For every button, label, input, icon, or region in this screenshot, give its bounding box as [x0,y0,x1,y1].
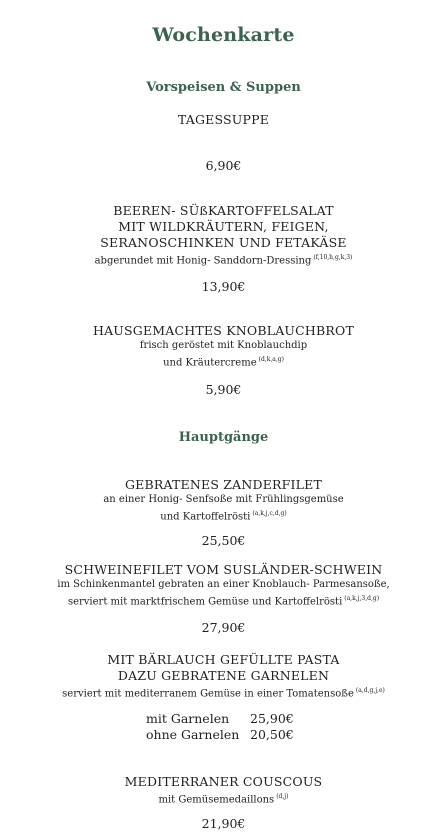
dish-price-zander: 25,50€ [201,533,246,548]
option-price-without-shrimp: 20,50€ [250,727,294,742]
allergen-codes-couscous: (d,j) [276,793,289,800]
option-price-with-shrimp: 25,90€ [250,711,294,726]
dish-desc-bread-line-1: frisch geröstet mit Knoblauchdip [139,340,308,351]
dish-name-soup: TAGESSUPPE [177,112,270,127]
dish-price-pork: 27,90€ [201,620,246,635]
dish-desc-pork-line-2 [0,592,447,609]
dish-desc-bread-text: und Kräutercreme [163,357,257,369]
option-label-without-shrimp: ohne Garnelen [146,727,240,742]
dish-price-salad: 13,90€ [201,279,246,294]
dish-name-salad-line-1: BEEREN- SÜßKARTOFFELSALAT [113,203,334,218]
dish-name-salad-line-2: MIT WILDKRÄUTERN, FEIGEN, [118,219,329,234]
dish-desc-pasta [0,684,447,701]
allergen-codes-pork: (a,k,j,3,d,g) [344,595,380,602]
dish-name-couscous: MEDITERRANER COUSCOUS [124,774,323,789]
option-label-with-shrimp: mit Garnelen [146,711,230,726]
allergen-codes-zander: (a,k,j,c,d,g) [252,510,287,517]
dish-desc-salad-text: abgerundet mit Honig- Sanddorn-Dressing [94,255,312,267]
allergen-codes-bread: (d,k,a,g) [258,356,284,363]
dish-bread [0,323,447,370]
dish-desc-pasta-text: serviert mit mediterranem Gemüse in einer Tomatensoße [62,688,354,700]
page-title: Wochenkarte [152,24,295,46]
dish-desc-salad [0,251,447,268]
dish-name-salad-line-3: SERANOSCHINKEN UND FETAKÄSE [100,235,347,250]
dish-name-pork: SCHWEINEFILET VOM SUSLÄNDER-SCHWEIN [64,562,383,577]
allergen-codes-pasta: (a,d,g,j,e) [355,687,385,694]
dish-desc-zander-text: und Kartoffelrösti [160,511,251,523]
dish-zander [0,477,447,524]
section-heading-mains: Hauptgänge [178,430,269,445]
dish-name-zander: GEBRATENES ZANDERFILET [124,477,323,492]
dish-salad [0,203,447,268]
dish-pasta [0,652,447,701]
section-heading-starters: Vorspeisen & Suppen [146,80,301,95]
dish-desc-couscous [0,790,447,807]
dish-name-pasta-line-2: DAZU GEBRATENE GARNELEN [117,668,330,683]
dish-price-couscous: 21,90€ [201,816,246,831]
dish-desc-zander-line-2 [0,507,447,524]
dish-couscous [0,774,447,807]
dish-desc-bread-line-2 [0,353,447,370]
dish-price-bread: 5,90€ [205,382,242,397]
dish-name-pasta-line-1: MIT BÄRLAUCH GEFÜLLTE PASTA [107,652,340,667]
dish-pork [0,562,447,609]
dish-desc-pork-line-1: im Schinkenmantel gebraten an einer Knoblauch- Parmesansoße, [57,579,390,590]
dish-desc-pork-text: serviert mit marktfrischem Gemüse und Kartoffelrösti [67,596,343,608]
dish-price-soup: 6,90€ [205,158,242,173]
dish-desc-zander-line-1: an einer Honig- Senfsoße mit Frühlingsgemüse [103,494,344,505]
dish-name-bread: HAUSGEMACHTES KNOBLAUCHBROT [92,323,355,338]
allergen-codes-salad: (f,10,h,g,k,3) [313,254,353,261]
dish-desc-couscous-text: mit Gemüsemedaillons [158,794,275,806]
